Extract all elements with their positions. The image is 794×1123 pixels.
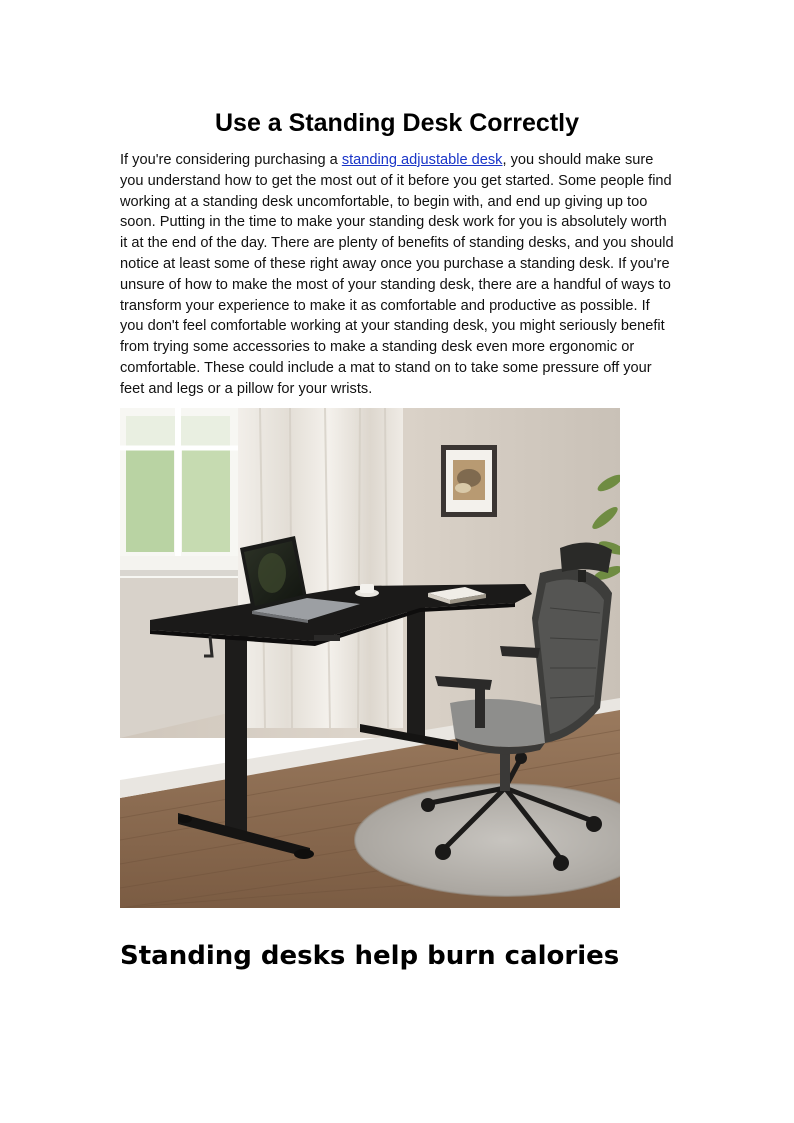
standing-desk-link[interactable]: standing adjustable desk (341, 152, 503, 168)
intro-paragraph (120, 150, 676, 400)
section-heading: Standing desks help burn calories (120, 941, 620, 971)
page-title: Use a Standing Desk Correctly (214, 109, 579, 137)
intro-text-before-link: If you're considering purchasing a (120, 152, 342, 168)
standing-desk-photo (120, 408, 620, 908)
intro-text-after-link: , you should make sure you understand how to get the most out of it before you get started. Some people find working at a standing desk uncomfortable, to begin with, and end up giving up too soon. Putting in the time to make your standing desk work for you is absolutely worth it at the end of the day. There are plenty of benefits of standing desks, and you should notice at least some of these right away once you purchase a standing desk. If you're unsure of how to make the most of your standing desk, there are a handful of ways to transform your experience to make it as comfortable and productive as possible. If you don't feel comfortable working at your standing desk, you might seriously benefit from trying some accessories to make a standing desk even more ergonomic or comfortable. These could include a mat to stand on to take some pressure off your feet and legs or a pillow for your wrists. (120, 152, 674, 397)
